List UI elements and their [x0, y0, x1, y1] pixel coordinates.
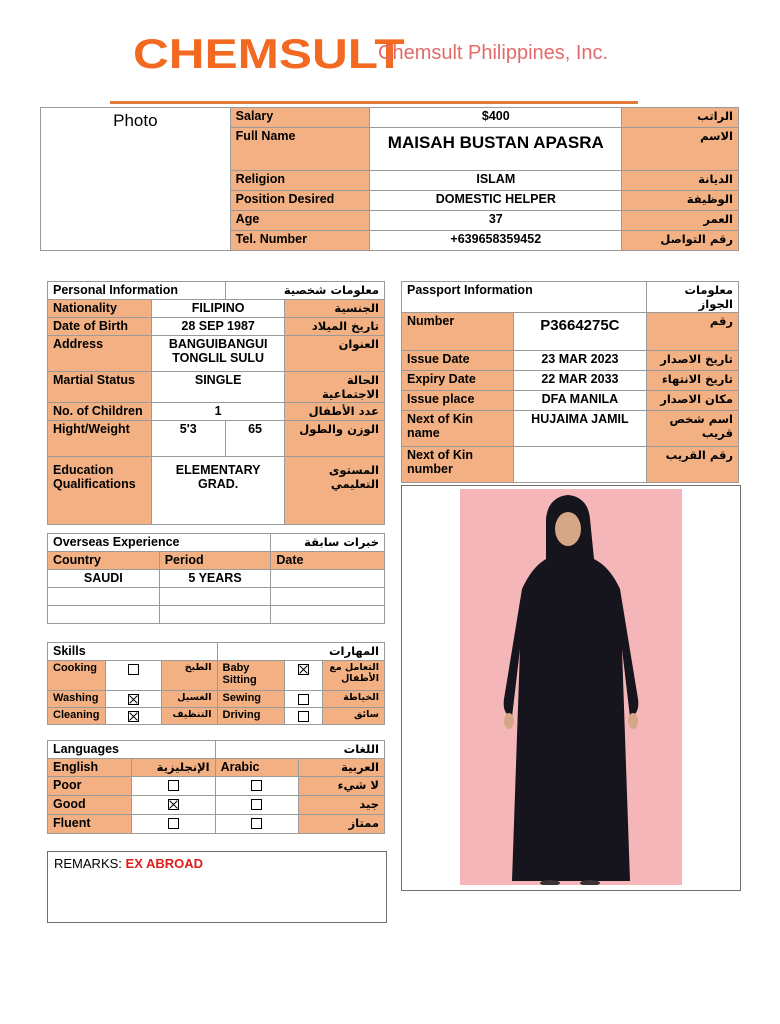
skill-cooking-label-ar: الطبخ — [161, 661, 217, 691]
remarks-value: EX ABROAD — [125, 856, 204, 871]
skill-cleaning-checkbox[interactable] — [128, 711, 139, 722]
age-label-ar: العمر — [622, 211, 739, 231]
kin-number-label-line-2: number — [407, 462, 453, 476]
kin-name-label — [402, 411, 514, 447]
company-logo: CHEMSULT — [133, 30, 405, 77]
level-poor-label-ar: لا شيء — [299, 777, 385, 796]
address-label: Address — [48, 336, 152, 372]
address-line-1: BANGUIBANGUI — [168, 337, 268, 351]
language-english-label-ar: الإنجليزية — [131, 759, 215, 777]
skill-washing-label: Washing — [48, 691, 106, 708]
header-divider — [110, 101, 638, 104]
skill-driving-label: Driving — [217, 708, 285, 725]
skill-sewing-label-ar: الخياطة — [323, 691, 385, 708]
marital-label-ar: الحالة الاجتماعية — [285, 372, 385, 403]
language-english-label: English — [48, 759, 132, 777]
personal-info-title: Personal Information — [48, 282, 226, 300]
issue-date-label: Issue Date — [402, 351, 514, 371]
address-line-2: TONGLIL SULU — [172, 351, 265, 365]
skill-babysitting-label-line-2: Sitting — [222, 674, 257, 686]
overseas-experience-table — [47, 533, 385, 624]
kin-name-label-line-2: name — [407, 426, 440, 440]
kin-name-label-line-1: Next of Kin — [407, 412, 473, 426]
overseas-period — [159, 588, 271, 606]
top-info-table — [40, 107, 739, 251]
age-value: 37 — [370, 211, 622, 231]
language-arabic-label-ar: العربية — [299, 759, 385, 777]
height-value: 5'3 — [151, 421, 225, 457]
issue-place-value: DFA MANILA — [513, 391, 647, 411]
marital-value: SINGLE — [151, 372, 285, 403]
skill-cleaning-label: Cleaning — [48, 708, 106, 725]
remarks-label: REMARKS: — [54, 856, 122, 871]
dob-label-ar: تاريخ الميلاد — [285, 318, 385, 336]
issue-date-value: 23 MAR 2023 — [513, 351, 647, 371]
passport-number-label: Number — [402, 313, 514, 351]
kin-name-ar-line-2: قريب — [701, 426, 733, 440]
overseas-title-ar: خبرات سابقة — [271, 534, 385, 552]
skill-cooking-label: Cooking — [48, 661, 106, 691]
expiry-date-value: 22 MAR 2033 — [513, 371, 647, 391]
overseas-title: Overseas Experience — [48, 534, 271, 552]
kin-name-ar-line-1: اسم شخص — [669, 412, 733, 426]
issue-date-label-ar: تاريخ الاصدار — [647, 351, 739, 371]
kin-number-value — [513, 447, 647, 483]
passport-info-table — [401, 281, 739, 483]
expiry-date-label: Expiry Date — [402, 371, 514, 391]
level-fluent-label-ar: ممتاز — [299, 815, 385, 834]
language-arabic-label: Arabic — [215, 759, 299, 777]
applicant-photo-frame — [401, 485, 741, 891]
languages-title: Languages — [48, 741, 216, 759]
passport-number-value: P3664275C — [513, 313, 647, 351]
overseas-country: SAUDI — [48, 570, 160, 588]
skill-babysitting-ar-line-1: التعامل مع — [329, 662, 379, 673]
education-value-line-2: GRAD. — [198, 477, 239, 491]
english-good-checkbox[interactable] — [168, 799, 179, 810]
education-label-ar: المستوى التعليمي — [285, 457, 385, 525]
nationality-label: Nationality — [48, 300, 152, 318]
issue-place-label-ar: مكان الاصدار — [647, 391, 739, 411]
skill-washing-checkbox[interactable] — [128, 694, 139, 705]
full-name-value: MAISAH BUSTAN APASRA — [370, 128, 622, 171]
kin-number-label — [402, 447, 514, 483]
skill-row — [48, 708, 385, 725]
weight-value: 65 — [225, 421, 285, 457]
skill-babysitting-label-line-1: Baby — [222, 662, 250, 674]
level-poor-label: Poor — [48, 777, 132, 796]
skill-washing-label-ar: الغسيل — [161, 691, 217, 708]
religion-label-ar: الديانة — [622, 171, 739, 191]
salary-label: Salary — [230, 108, 370, 128]
nationality-value: FILIPINO — [151, 300, 285, 318]
applicant-photo — [460, 489, 682, 885]
children-label-ar: عدد الأطفال — [285, 403, 385, 421]
skill-babysitting-ar-line-2: الأطفال — [341, 673, 379, 684]
religion-label: Religion — [230, 171, 370, 191]
level-good-label: Good — [48, 796, 132, 815]
overseas-header-date: Date — [271, 552, 385, 570]
language-row — [48, 815, 385, 834]
languages-table — [47, 740, 385, 834]
position-label-ar: الوظيفة — [622, 191, 739, 211]
kin-name-value: HUJAIMA JAMIL — [513, 411, 647, 447]
children-value: 1 — [151, 403, 285, 421]
skill-cleaning-label-ar: التنظيف — [161, 708, 217, 725]
kin-number-label-ar: رقم القريب — [647, 447, 739, 483]
company-name: Chemsult Philippines, Inc. — [378, 42, 609, 64]
position-label: Position Desired — [230, 191, 370, 211]
nationality-label-ar: الجنسية — [285, 300, 385, 318]
passport-info-title: Passport Information — [402, 282, 647, 313]
photo-label: Photo — [41, 108, 231, 251]
overseas-date — [271, 588, 385, 606]
english-poor-checkbox[interactable] — [168, 780, 179, 791]
language-row — [48, 796, 385, 815]
skill-driving-label-ar: سائق — [323, 708, 385, 725]
skill-sewing-checkbox[interactable] — [298, 694, 309, 705]
religion-value: ISLAM — [370, 171, 622, 191]
expiry-date-label-ar: تاريخ الانتهاء — [647, 371, 739, 391]
skill-driving-checkbox[interactable] — [298, 711, 309, 722]
salary-label-ar: الراتب — [622, 108, 739, 128]
address-value — [151, 336, 285, 372]
skills-title-ar: المهارات — [217, 643, 384, 661]
overseas-country — [48, 606, 160, 624]
skill-babysitting-checkbox[interactable] — [298, 664, 309, 675]
table-row — [48, 606, 385, 624]
overseas-header-country: Country — [48, 552, 160, 570]
english-fluent-checkbox[interactable] — [168, 818, 179, 829]
passport-number-label-ar: رقم — [647, 313, 739, 351]
overseas-date — [271, 606, 385, 624]
arabic-poor-checkbox[interactable] — [251, 780, 262, 791]
education-label — [48, 457, 152, 525]
language-row — [48, 777, 385, 796]
overseas-date — [271, 570, 385, 588]
arabic-fluent-checkbox[interactable] — [251, 818, 262, 829]
skills-table — [47, 642, 385, 725]
tel-label-ar: رقم التواصل — [622, 231, 739, 251]
skill-row — [48, 661, 385, 691]
table-row — [48, 588, 385, 606]
tel-label: Tel. Number — [230, 231, 370, 251]
issue-place-label: Issue place — [402, 391, 514, 411]
skill-babysitting-label-ar — [323, 661, 385, 691]
overseas-period — [159, 606, 271, 624]
person-figure-icon — [460, 489, 682, 885]
education-label-line-1: Education — [53, 463, 114, 477]
overseas-period: 5 YEARS — [159, 570, 271, 588]
education-value-line-1: ELEMENTARY — [175, 463, 261, 477]
arabic-good-checkbox[interactable] — [251, 799, 262, 810]
marital-label: Martial Status — [48, 372, 152, 403]
languages-title-ar: اللغات — [215, 741, 384, 759]
education-label-line-2: Qualifications — [53, 477, 136, 491]
overseas-country — [48, 588, 160, 606]
tel-value: +639658359452 — [370, 231, 622, 251]
kin-number-label-line-1: Next of Kin — [407, 448, 473, 462]
table-row — [48, 570, 385, 588]
skill-row — [48, 691, 385, 708]
education-value — [151, 457, 285, 525]
height-weight-label-ar: الوزن والطول — [285, 421, 385, 457]
full-name-label: Full Name — [230, 128, 370, 171]
level-fluent-label: Fluent — [48, 815, 132, 834]
salary-value: $400 — [370, 108, 622, 128]
dob-label: Date of Birth — [48, 318, 152, 336]
dob-value: 28 SEP 1987 — [151, 318, 285, 336]
level-good-label-ar: جيد — [299, 796, 385, 815]
skill-sewing-label: Sewing — [217, 691, 285, 708]
children-label: No. of Children — [48, 403, 152, 421]
personal-info-table — [47, 281, 385, 525]
overseas-header-period: Period — [159, 552, 271, 570]
personal-info-title-ar: معلومات شخصية — [225, 282, 384, 300]
address-label-ar: العنوان — [285, 336, 385, 372]
full-name-label-ar: الاسم — [622, 128, 739, 171]
position-value: DOMESTIC HELPER — [370, 191, 622, 211]
skill-babysitting-label — [217, 661, 285, 691]
skills-title: Skills — [48, 643, 218, 661]
kin-name-label-ar — [647, 411, 739, 447]
remarks-box — [47, 851, 387, 923]
age-label: Age — [230, 211, 370, 231]
skill-cooking-checkbox[interactable] — [128, 664, 139, 675]
height-weight-label: Hight/Weight — [48, 421, 152, 457]
passport-info-title-ar: معلومات الجواز — [647, 282, 739, 313]
